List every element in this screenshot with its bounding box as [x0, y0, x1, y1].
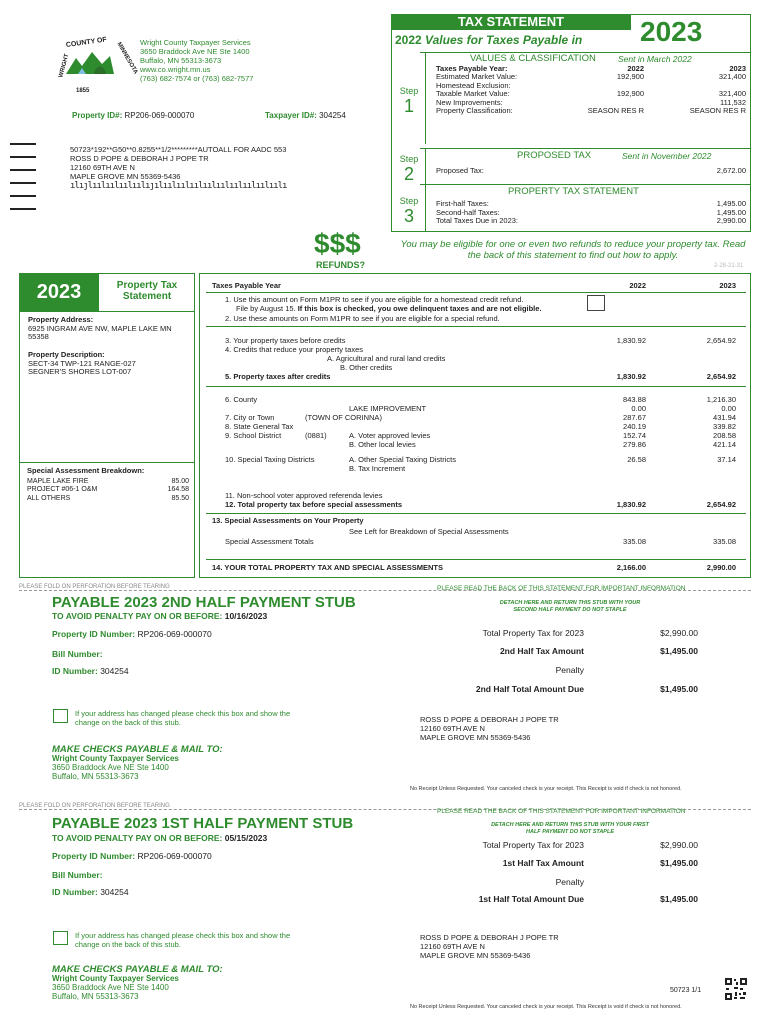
row-value: 2,990.00 [716, 216, 746, 225]
stub2-address-change-text: If your address has changed please check this box and show the change on the back of this stub. [75, 709, 291, 727]
step3-rows [436, 200, 746, 226]
property-id-value: RP206-069-000070 [124, 111, 195, 120]
divider [19, 462, 195, 463]
step-label: Step [399, 154, 419, 164]
id-label: ID Number: [52, 887, 98, 897]
divider [19, 311, 195, 312]
step3-marker [397, 196, 421, 227]
stub1-mail-to [52, 965, 223, 1001]
line13: 13. Special Assessments on Your Property [212, 516, 364, 525]
divider [206, 513, 746, 514]
step1-col1: 2022 [627, 64, 644, 73]
stub1-total-label: Total Property Tax for 2023 [482, 840, 584, 850]
payer-city: MAPLE GROVE MN 55369-5436 [420, 951, 531, 960]
line10: 10. Special Taxing Districts [225, 455, 315, 464]
delinquent-checkbox [587, 295, 605, 311]
page-number: 50723 1/1 [670, 987, 702, 994]
statement-sub-text: Values for Taxes Payable in [425, 33, 583, 47]
stub1-title: PAYABLE 2023 1ST HALF PAYMENT STUB [52, 815, 354, 832]
line14-2022: 2,166.00 [616, 563, 646, 572]
property-address: 6925 INGRAM AVE NW, MAPLE LAKE MN 55358 [28, 323, 172, 341]
stub2-total-value: $2,990.00 [660, 628, 698, 638]
mail-line3: 12160 69TH AVE N [70, 163, 135, 172]
line1b [236, 305, 542, 314]
penalty-date: 05/15/2023 [224, 833, 268, 843]
step1-sent: Sent in March 2022 [618, 54, 692, 64]
line9-district: (0881) [305, 431, 327, 440]
row-label: First-half Taxes: [436, 199, 489, 208]
divider [206, 386, 746, 387]
county-name: Wright County Taxpayer Services [140, 38, 251, 47]
line8-2023: 339.82 [713, 422, 736, 431]
line5: 5. Property taxes after credits [225, 372, 331, 381]
svg-text:WRIGHT: WRIGHT [58, 53, 71, 79]
taxpayer-id-label: Taxpayer ID#: [265, 111, 317, 120]
dollar-icon: $$$ [314, 228, 361, 259]
special-name: PROJECT #06-1 O&M [27, 486, 98, 493]
stub2-bill-number: Bill Number: [52, 649, 103, 659]
property-desc-label: Property Description: [28, 350, 105, 359]
line7-2023: 431.94 [713, 413, 736, 422]
county-phone: (763) 682-7574 or (763) 682-7577 [140, 74, 254, 83]
stub1-payer [420, 933, 559, 960]
svg-text:1855: 1855 [76, 88, 90, 94]
special-row [27, 478, 189, 487]
stub1-penalty-date [52, 833, 267, 843]
stub1-total-value: $2,990.00 [660, 840, 698, 850]
lake-improvement: LAKE IMPROVEMENT [349, 404, 427, 413]
stub2-mail-to [52, 745, 223, 781]
read-back-note: PLEASE READ THE BACK OF THIS STATEMENT FOR IMPORTANT INFORMATION [437, 585, 686, 592]
penalty-label: TO AVOID PENALTY PAY ON OR BEFORE: [52, 611, 223, 621]
mail-to-name: Wright County Taxpayer Services [52, 974, 179, 983]
stub1-address-change-checkbox[interactable] [53, 931, 68, 945]
row-label: Total Taxes Due in 2023: [436, 216, 518, 225]
property-id-header [72, 111, 194, 120]
taxpayer-id-value: 304254 [319, 111, 346, 120]
stub2-payer [420, 715, 559, 742]
payer-city: MAPLE GROVE MN 55369-5436 [420, 733, 531, 742]
step2-marker [397, 154, 421, 185]
line9: 9. School District [225, 431, 282, 440]
mail-to-street: 3650 Braddock Ave NE Ste 1400 [52, 763, 169, 772]
step1-title: VALUES & CLASSIFICATION [470, 53, 596, 64]
stub2-id-number [52, 666, 129, 676]
stub2-detach-note: DETACH HERE AND RETURN THIS STUB WITH YOUR SECOND HALF PAYMENT DO NOT STAPLE [499, 600, 641, 613]
row-value-2023: 321,400 [718, 89, 746, 98]
taxpayer-id-header [265, 111, 346, 120]
line3: 3. Your property taxes before credits [225, 336, 346, 345]
row-label: Property Classification: [436, 106, 513, 115]
stub1-bill-number: Bill Number: [52, 870, 103, 880]
stub1-due-label: 1st Half Total Amount Due [478, 894, 584, 904]
mail-to-heading: MAKE CHECKS PAYABLE & MAIL TO: [52, 744, 223, 755]
line7-2022: 287.67 [623, 413, 646, 422]
line9a-2022: 152.74 [623, 431, 646, 440]
fold-instruction: PLEASE FOLD ON PERFORATION BEFORE TEARING [19, 803, 170, 809]
special-value: 85.50 [171, 494, 189, 502]
line10a-2022: 26.58 [627, 455, 646, 464]
mail-line2: ROSS D POPE & DEBORAH J POPE TR [70, 154, 209, 163]
mailing-address [70, 145, 286, 181]
stub1-receipt-note: No Receipt Unless Requested. Your canceled check is your receipt. This Receipt is void if check is not honored. [410, 1004, 682, 1010]
penalty-label: TO AVOID PENALTY PAY ON OR BEFORE: [52, 833, 223, 843]
mail-to-city: Buffalo, MN 55313-3673 [52, 992, 139, 1001]
line8: 8. State General Tax [225, 422, 294, 431]
step3-title: PROPERTY TAX STATEMENT [508, 186, 639, 197]
postal-barcode: ılıȷlıılıılıılıılıȷılıılıılıılıılıılıılıılıılıılı [70, 181, 287, 191]
stub2-due-value: $1,495.00 [660, 684, 698, 694]
line9a-2023: 208.58 [713, 431, 736, 440]
line6-2023: 1,216.30 [706, 395, 736, 404]
county-address2: Buffalo, MN 55313-3673 [140, 56, 222, 65]
mail-to-city: Buffalo, MN 55313-3673 [52, 772, 139, 781]
payer-street: 12160 69TH AVE N [420, 724, 485, 733]
step-label: Step [399, 196, 419, 206]
row-label: Second-half Taxes: [436, 207, 500, 217]
divider [420, 184, 751, 185]
line12-2023: 2,654.92 [706, 500, 736, 509]
prop-id-label: Property ID Number: [52, 851, 136, 861]
special-row [27, 495, 189, 504]
step-number: 1 [403, 96, 414, 116]
property-id-label: Property ID#: [72, 111, 123, 120]
row-label: New Improvements: [436, 97, 503, 107]
property-address-block [28, 316, 190, 342]
lake-2023: 0.00 [721, 404, 736, 413]
line7-town: (TOWN OF CORINNA) [305, 413, 382, 422]
refunds-message: You may be eligible for one or even two refunds to reduce your property tax. Read the back of this statement to find out how to apply. [400, 239, 746, 261]
line5-2023: 2,654.92 [706, 372, 736, 381]
special-value: 85.00 [171, 477, 189, 485]
refunds-label: REFUNDS? [316, 260, 365, 270]
stub2-penalty-date [52, 611, 267, 621]
row-value-2022: 192,900 [616, 89, 644, 98]
line3-2023: 2,654.92 [706, 336, 736, 345]
id-value: 304254 [100, 666, 129, 676]
stub2-half-label: 2nd Half Tax Amount [499, 646, 584, 656]
property-address-label: Property Address: [28, 315, 94, 324]
stub2-property-id [52, 629, 212, 639]
special-assessment-block [27, 467, 189, 503]
special-name: MAPLE LAKE FIRE [27, 477, 89, 485]
row-value: 1,495.00 [716, 199, 746, 208]
row-value: 1,495.00 [716, 207, 746, 217]
prop-id-value: RP206-069-000070 [137, 629, 212, 639]
stub2-receipt-note: No Receipt Unless Requested. Your canceled check is your receipt. This Receipt is void if check is not honored. [410, 786, 682, 792]
line4a: A. Agricultural and rural land credits [327, 354, 446, 363]
special-name: ALL OTHERS [27, 494, 71, 502]
line14-2023: 2,990.00 [706, 563, 736, 572]
stub1-property-id [52, 851, 212, 861]
county-web[interactable]: www.co.wright.mn.us [140, 65, 211, 74]
stub1-half-label: 1st Half Tax Amount [502, 858, 584, 868]
stub2-penalty: Penalty [555, 665, 584, 675]
mail-line1: 50723*192**G50**0.8255**1/2*********AUTOALL FOR AADC 553 [70, 145, 287, 154]
divider [206, 559, 746, 560]
step-number: 2 [403, 164, 414, 184]
divider [420, 148, 751, 149]
payer-name: ROSS D POPE & DEBORAH J POPE TR [420, 715, 559, 724]
stub1-half-value: $1,495.00 [660, 858, 698, 868]
mail-line4: MAPLE GROVE MN 55369-5436 [70, 172, 181, 181]
row-label: Homestead Exclusion: [436, 80, 511, 90]
row-value-2023: 111,532 [720, 97, 746, 107]
line1b-bold: If this box is checked, you owe delinquent taxes and are not eligible. [297, 304, 542, 313]
stub1-id-number [52, 887, 129, 897]
line13-2023: 335.08 [713, 537, 736, 546]
property-desc1: SECT-34 TWP-121 RANGE-027 [28, 358, 136, 368]
statement-year: 2023 [640, 16, 703, 47]
stub2-half-value: $1,495.00 [660, 646, 698, 656]
form-code: 2-28-21-31 [714, 263, 744, 269]
line13-totals: Special Assessment Totals [225, 537, 314, 546]
id-value: 304254 [100, 887, 129, 897]
penalty-date: 10/16/2023 [224, 611, 268, 621]
stub1-penalty: Penalty [555, 877, 584, 887]
line5-2022: 1,830.92 [616, 372, 646, 381]
mail-to-name: Wright County Taxpayer Services [52, 754, 179, 763]
lake-2022: 0.00 [631, 404, 646, 413]
svg-text:COUNTY OF: COUNTY OF [65, 36, 108, 50]
step3-row [436, 217, 746, 226]
panel-title: Property Tax Statement [116, 280, 178, 302]
step-label: Step [399, 86, 419, 96]
table-col2: 2023 [719, 281, 736, 290]
row-value-2022: 192,900 [616, 72, 644, 81]
line10a: A. Other Special Taxing Districts [349, 455, 456, 464]
stub2-due-label: 2nd Half Total Amount Due [475, 684, 584, 694]
line9b-2022: 279.86 [623, 440, 646, 449]
statement-subtitle [395, 33, 582, 47]
line8-2022: 240.19 [623, 422, 646, 431]
line9b-2023: 421.14 [713, 440, 736, 449]
fold-instruction: PLEASE FOLD ON PERFORATION BEFORE TEARING [19, 584, 170, 590]
line1a: 1. Use this amount on Form M1PR to see if you are eligible for a homestead credit refund. [225, 295, 524, 304]
step1-col-label: Taxes Payable Year: [436, 64, 508, 73]
property-desc2: SEGNER'S SHORES LOT-007 [28, 367, 132, 376]
row-value-2023: 321,400 [718, 72, 746, 81]
step1-row [436, 107, 746, 116]
stub1-detach-note: DETACH HERE AND RETURN THIS STUB WITH YOUR FIRST HALF PAYMENT DO NOT STAPLE [491, 822, 649, 835]
step1-col2: 2023 [729, 64, 746, 73]
special-label: Special Assessment Breakdown: [27, 466, 145, 475]
county-seal-logo [48, 30, 139, 94]
panel-year: 2023 [19, 273, 99, 311]
stub2-title: PAYABLE 2023 2ND HALF PAYMENT STUB [52, 594, 356, 611]
step2-sent: Sent in November 2022 [622, 151, 712, 161]
statement-sub-year: 2022 [395, 33, 422, 47]
refunds-badge [314, 228, 365, 270]
stub2-address-change-checkbox[interactable] [53, 709, 68, 723]
proposed-tax-label: Proposed Tax: [436, 166, 484, 175]
line10b: B. Tax Increment [349, 464, 406, 473]
county-contact [140, 38, 253, 83]
payer-street: 12160 69TH AVE N [420, 942, 485, 951]
special-row [27, 486, 189, 495]
line1b-plain: File by August 15. [236, 304, 296, 313]
mail-sort-marks [10, 143, 38, 221]
step1-marker [397, 86, 421, 117]
property-desc-block [28, 351, 190, 377]
line6: 6. County [225, 395, 258, 404]
line4b: B. Other credits [340, 363, 393, 372]
line13-2022: 335.08 [623, 537, 646, 546]
mail-to-street: 3650 Braddock Ave NE Ste 1400 [52, 983, 169, 992]
proposed-tax-value: 2,672.00 [716, 166, 746, 175]
stub1-due-value: $1,495.00 [660, 894, 698, 904]
line13-note: See Left for Breakdown of Special Assessments [349, 527, 509, 536]
line2: 2. Use these amounts on Form M1PR to see if you are eligible for a special refund. [225, 314, 500, 323]
line9b: B. Other local levies [349, 440, 416, 449]
line9a: A. Voter approved levies [349, 431, 431, 440]
row-label: Estimated Market Value: [436, 72, 518, 81]
divider [206, 326, 746, 327]
stub2-total-label: Total Property Tax for 2023 [482, 628, 584, 638]
stub1-address-change-text: If your address has changed please check this box and show the change on the back of this stub. [75, 931, 291, 949]
line12-2022: 1,830.92 [616, 500, 646, 509]
svg-text:MINNESOTA: MINNESOTA [115, 41, 139, 76]
divider [206, 292, 746, 293]
row-value-2023: SEASON RES R [689, 106, 746, 115]
line4: 4. Credits that reduce your property taxes [225, 345, 363, 354]
line3-2022: 1,830.92 [616, 336, 646, 345]
id-label: ID Number: [52, 666, 98, 676]
table-header: Taxes Payable Year [212, 281, 281, 290]
table-col1: 2022 [629, 281, 646, 290]
special-value: 164.58 [167, 486, 189, 493]
line10a-2023: 37.14 [717, 455, 736, 464]
prop-id-value: RP206-069-000070 [137, 851, 212, 861]
county-address1: 3650 Braddock Ave NE Ste 1400 [140, 47, 250, 56]
qr-code-icon [725, 978, 747, 1000]
divider [425, 52, 426, 144]
divider [425, 148, 426, 184]
line6-2022: 843.88 [623, 395, 646, 404]
read-back-note: PLEASE READ THE BACK OF THIS STATEMENT FOR IMPORTANT INFORMATION [437, 808, 686, 815]
line12: 12. Total property tax before special assessments [225, 500, 403, 509]
line14: 14. YOUR TOTAL PROPERTY TAX AND SPECIAL ASSESSMENTS [212, 563, 444, 572]
row-value-2022: SEASON RES R [587, 106, 644, 115]
step2-title: PROPOSED TAX [517, 150, 592, 161]
tax-statement-header: TAX STATEMENT [391, 14, 631, 30]
line7: 7. City or Town [225, 413, 275, 422]
mail-to-heading: MAKE CHECKS PAYABLE & MAIL TO: [52, 964, 223, 975]
line11: 11. Non-school voter approved referenda levies [225, 491, 383, 500]
step1-rows [436, 73, 746, 116]
step-number: 3 [403, 206, 414, 226]
row-label: Taxable Market Value: [436, 89, 510, 98]
payer-name: ROSS D POPE & DEBORAH J POPE TR [420, 933, 559, 942]
prop-id-label: Property ID Number: [52, 629, 136, 639]
divider [425, 184, 426, 232]
